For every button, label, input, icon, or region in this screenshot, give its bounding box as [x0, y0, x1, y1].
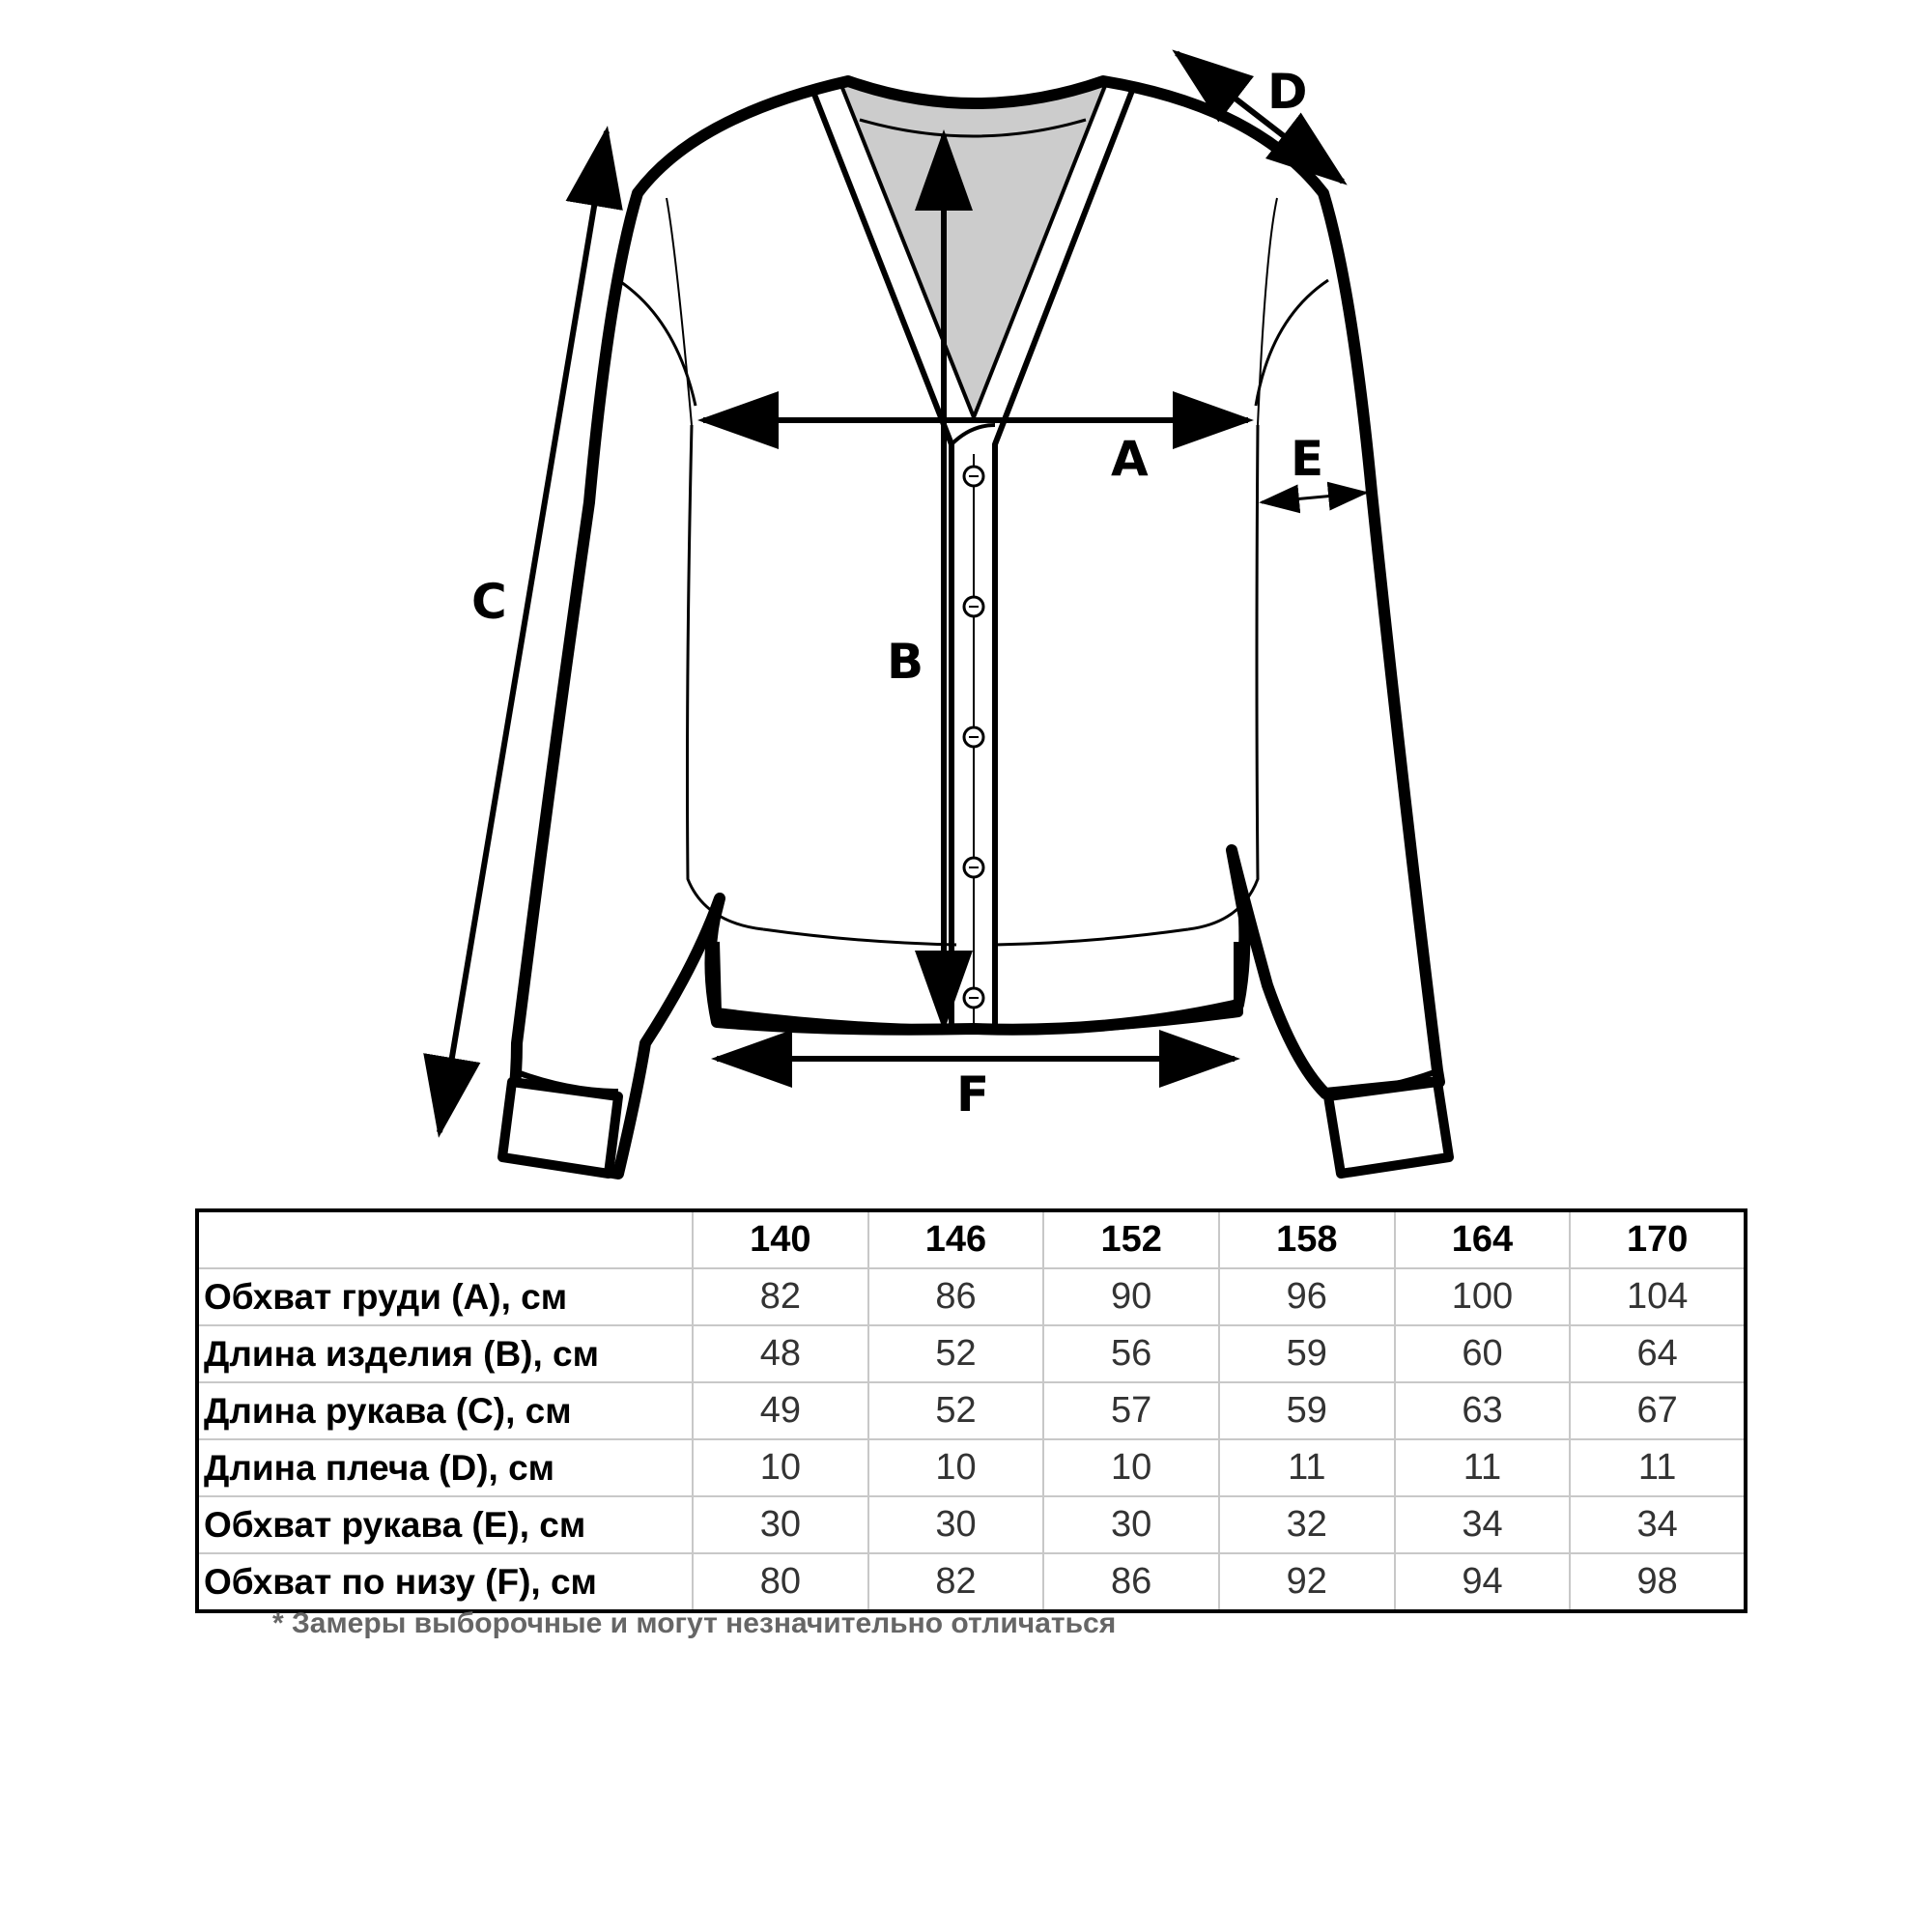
- value-cell: 30: [1043, 1496, 1219, 1553]
- row-label-cell: Длина рукава (C), см: [197, 1382, 693, 1439]
- value-cell: 92: [1219, 1553, 1395, 1611]
- arrow-e: [1262, 493, 1366, 502]
- right-side-line: [1188, 425, 1258, 929]
- size-header-cell: 170: [1570, 1210, 1746, 1268]
- header-corner-cell: [197, 1210, 693, 1268]
- right-armhole-seam: [1256, 280, 1328, 406]
- row-label-cell: Длина плеча (D), см: [197, 1439, 693, 1496]
- hem-band-top-right: [995, 929, 1188, 945]
- size-header-cell: 152: [1043, 1210, 1219, 1268]
- right-shoulder-seam: [1258, 198, 1277, 425]
- size-table-body: [197, 1268, 1746, 1611]
- value-cell: 82: [693, 1268, 868, 1325]
- hem-band-top: [763, 929, 956, 945]
- label-d: D: [1267, 64, 1308, 120]
- label-c: C: [471, 574, 507, 630]
- table-row: [197, 1553, 1746, 1611]
- value-cell: 96: [1219, 1268, 1395, 1325]
- value-cell: 63: [1395, 1382, 1571, 1439]
- measurement-note: * Замеры выборочные и могут незначительно отличаться: [272, 1607, 1117, 1639]
- value-cell: 100: [1395, 1268, 1571, 1325]
- placket-overlap: [952, 425, 995, 444]
- value-cell: 34: [1570, 1496, 1746, 1553]
- value-cell: 48: [693, 1325, 868, 1382]
- value-cell: 86: [1043, 1553, 1219, 1611]
- left-shoulder-seam: [667, 198, 692, 425]
- label-b: B: [887, 634, 924, 690]
- value-cell: 52: [868, 1382, 1044, 1439]
- size-header-cell: 140: [693, 1210, 868, 1268]
- table-row: [197, 1325, 1746, 1382]
- value-cell: 49: [693, 1382, 868, 1439]
- value-cell: 32: [1219, 1496, 1395, 1553]
- value-cell: 82: [868, 1553, 1044, 1611]
- value-cell: 80: [693, 1553, 868, 1611]
- row-label-cell: Обхват по низу (F), см: [197, 1553, 693, 1611]
- value-cell: 10: [1043, 1439, 1219, 1496]
- size-header-cell: 158: [1219, 1210, 1395, 1268]
- label-a: A: [1111, 431, 1149, 487]
- value-cell: 10: [693, 1439, 868, 1496]
- size-header-row: [197, 1210, 1746, 1268]
- value-cell: 52: [868, 1325, 1044, 1382]
- arrow-d: [1177, 53, 1343, 182]
- label-e: E: [1291, 431, 1324, 487]
- value-cell: 56: [1043, 1325, 1219, 1382]
- value-cell: 59: [1219, 1325, 1395, 1382]
- value-cell: 10: [868, 1439, 1044, 1496]
- row-label-cell: Обхват рукава (E), см: [197, 1496, 693, 1553]
- value-cell: 90: [1043, 1268, 1219, 1325]
- table-row: [197, 1268, 1746, 1325]
- left-side-line: [688, 425, 764, 929]
- table-row: [197, 1382, 1746, 1439]
- right-cuff: [1328, 1082, 1449, 1174]
- value-cell: 94: [1395, 1553, 1571, 1611]
- value-cell: 11: [1570, 1439, 1746, 1496]
- value-cell: 11: [1395, 1439, 1571, 1496]
- table-row: [197, 1496, 1746, 1553]
- table-row: [197, 1439, 1746, 1496]
- value-cell: 86: [868, 1268, 1044, 1325]
- value-cell: 67: [1570, 1382, 1746, 1439]
- row-label-cell: Длина изделия (B), см: [197, 1325, 693, 1382]
- value-cell: 98: [1570, 1553, 1746, 1611]
- value-cell: 60: [1395, 1325, 1571, 1382]
- value-cell: 30: [868, 1496, 1044, 1553]
- row-label-cell: Обхват груди (A), см: [197, 1268, 693, 1325]
- value-cell: 30: [693, 1496, 868, 1553]
- label-f: F: [956, 1066, 990, 1122]
- value-cell: 59: [1219, 1382, 1395, 1439]
- value-cell: 57: [1043, 1382, 1219, 1439]
- size-header-cell: 146: [868, 1210, 1044, 1268]
- size-table: [195, 1208, 1747, 1613]
- left-cuff: [502, 1082, 618, 1174]
- size-header-cell: 164: [1395, 1210, 1571, 1268]
- value-cell: 11: [1219, 1439, 1395, 1496]
- value-cell: 64: [1570, 1325, 1746, 1382]
- value-cell: 104: [1570, 1268, 1746, 1325]
- value-cell: 34: [1395, 1496, 1571, 1553]
